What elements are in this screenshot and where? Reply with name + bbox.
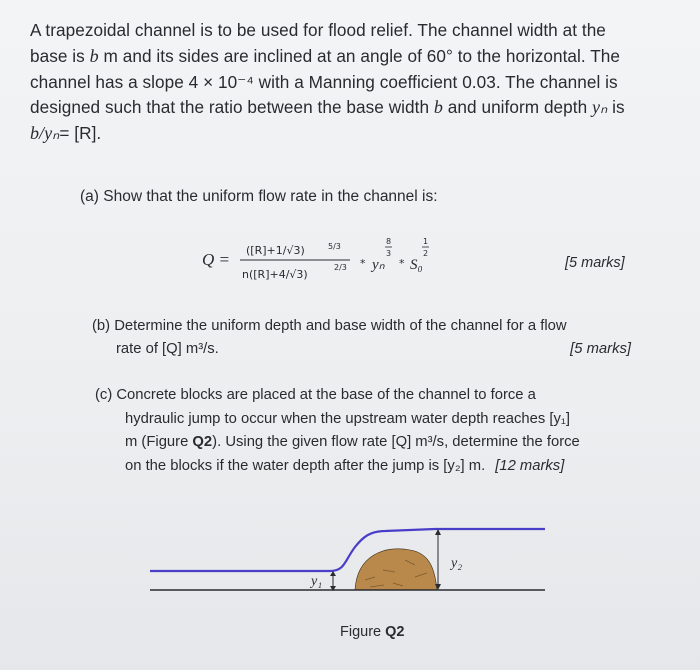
part-c-question bbox=[95, 384, 640, 478]
intro-line-4: designed such that the ratio between the base width b and uniform depth yₙ is bbox=[30, 97, 625, 118]
y1-label: y₁ bbox=[311, 574, 323, 589]
part-a-marks: [5 marks] bbox=[565, 255, 625, 271]
part-c-line-2: hydraulic jump to occur when the upstream water depth reaches [y₁] bbox=[125, 410, 571, 427]
formula-yn: yₙ bbox=[372, 257, 385, 273]
flow-rate-formula bbox=[200, 225, 470, 290]
formula-denominator: n([R]+4/√3) bbox=[242, 268, 308, 281]
formula-s0: S₀ bbox=[410, 257, 423, 273]
formula-yn-exp-num: 8 bbox=[386, 237, 392, 246]
part-b-line-2: rate of [Q] m³/s. bbox=[116, 341, 219, 357]
part-c-line-1: (c) Concrete blocks are placed at the base of the channel to force a bbox=[95, 387, 536, 403]
part-c-marks: [12 marks] bbox=[495, 457, 565, 474]
formula-lhs: Q = bbox=[202, 250, 230, 269]
formula-numerator-exp: 5/3 bbox=[328, 242, 341, 251]
intro-line-2: base is b m and its sides are inclined at an angle of 60° to the horizontal. The bbox=[30, 45, 620, 66]
intro-line-5: b/yₙ= [R]. bbox=[30, 123, 102, 144]
formula-s0-exp-num: 1 bbox=[423, 237, 429, 246]
formula-yn-exp-den: 3 bbox=[386, 249, 392, 258]
part-b-marks: [5 marks] bbox=[570, 341, 631, 357]
formula-s0-exp-den: 2 bbox=[423, 249, 429, 258]
y2-label: y₂ bbox=[451, 556, 463, 571]
hydraulic-jump-figure bbox=[145, 515, 555, 615]
part-c-line-3: m (Figure Q2). Using the given flow rate [Q] m³/s, determine the force bbox=[125, 434, 580, 451]
problem-intro bbox=[30, 18, 670, 147]
intro-line-1: A trapezoidal channel is to be used for flood relief. The channel width at the bbox=[30, 20, 606, 40]
figure-caption: Figure Q2 bbox=[340, 624, 405, 640]
part-c-line-4: on the blocks if the water depth after the jump is [y₂] m. [12 marks] bbox=[125, 457, 565, 474]
formula-times-1: * bbox=[360, 257, 366, 270]
part-a-question: (a) Show that the uniform flow rate in the channel is: bbox=[80, 188, 438, 205]
formula-denominator-exp: 2/3 bbox=[334, 263, 347, 272]
part-b-question bbox=[92, 315, 637, 361]
formula-times-2: * bbox=[399, 257, 405, 270]
part-b-line-1: (b) Determine the uniform depth and base width of the channel for a flow bbox=[92, 318, 567, 334]
intro-line-3: channel has a slope 4 × 10⁻⁴ with a Manning coefficient 0.03. The channel is bbox=[30, 71, 618, 92]
formula-numerator: ([R]+1/√3) bbox=[246, 244, 305, 257]
water-surface-line bbox=[150, 529, 545, 571]
